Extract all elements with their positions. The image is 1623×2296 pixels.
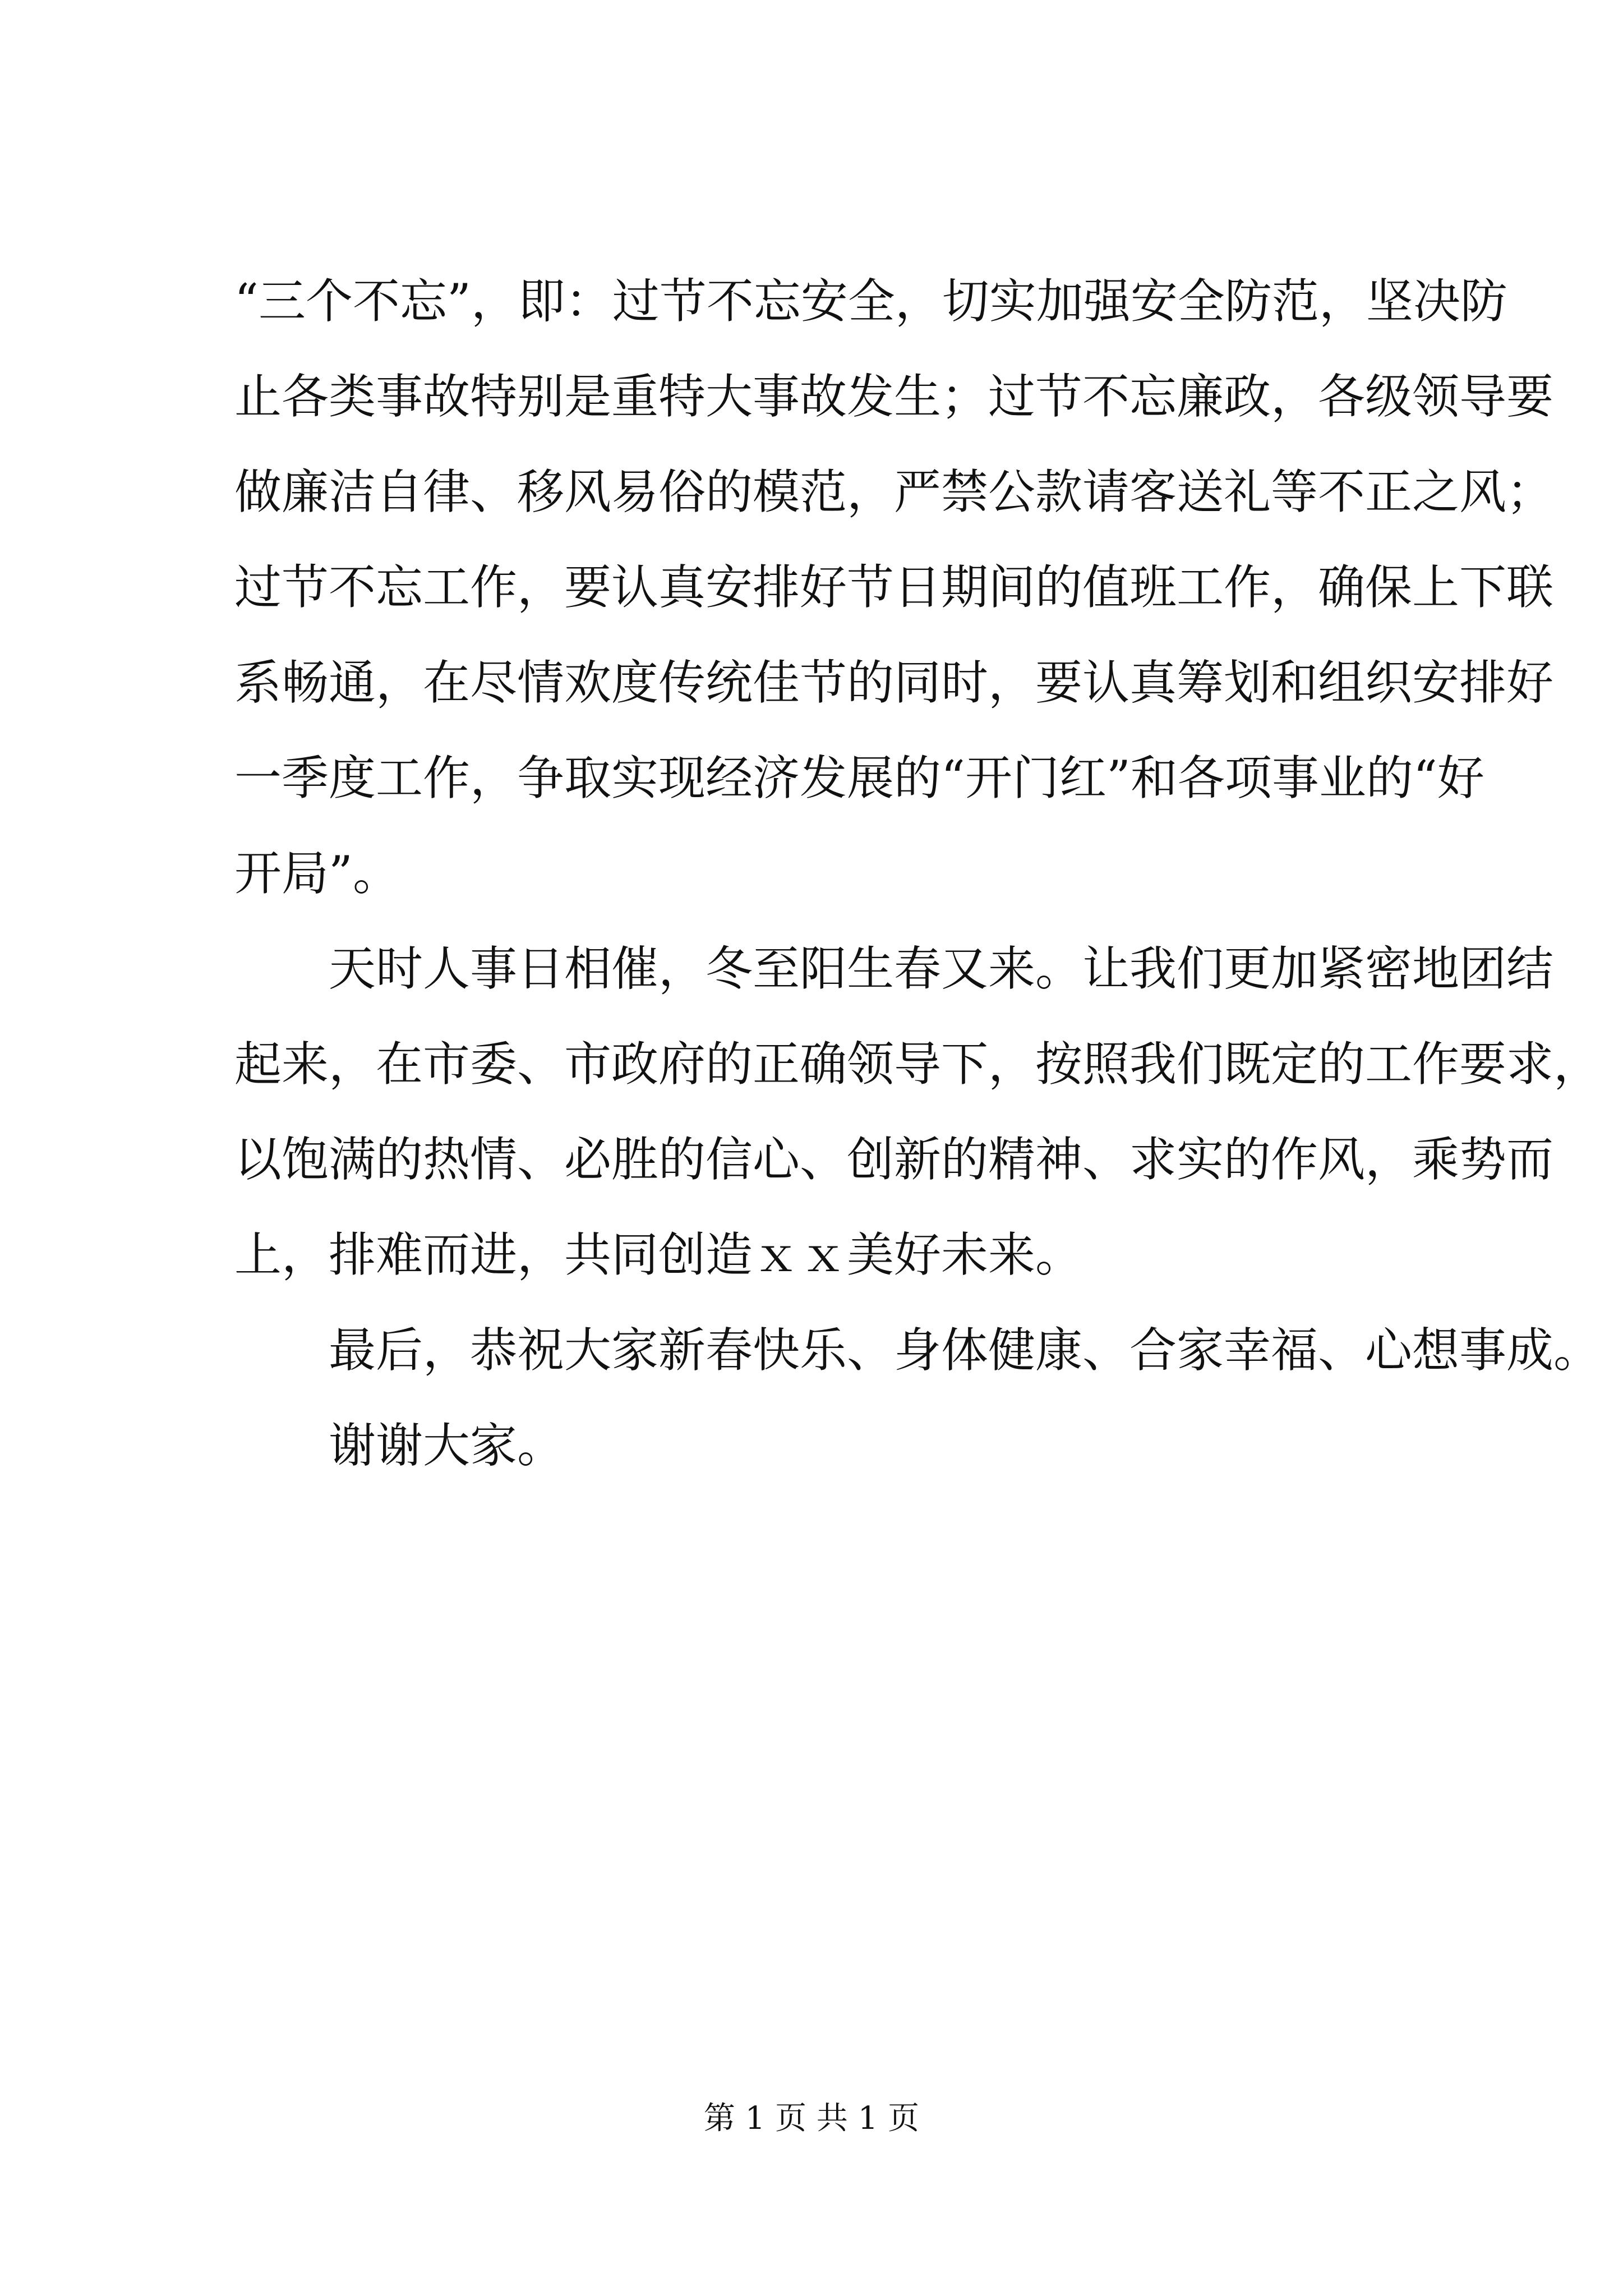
paragraph-1-line-2: 止各类事故特别是重特大事故发生；过节不忘廉政，各级领导要 [234,369,1554,424]
paragraph-1-line-5: 系畅通，在尽情欢度传统佳节的同时，要认真筹划和组织安排好 [234,655,1554,710]
paragraph-4-line-1: 谢谢大家。 [329,1418,565,1473]
paragraph-3-line-1: 最后，恭祝大家新春快乐、身体健康、合家幸福、心想事成。 [329,1323,1601,1378]
paragraph-1-line-1: “三个不忘”，即：过节不忘安全，切实加强安全防范，坚决防 [234,274,1507,329]
paragraph-2-line-4: 上，排难而进，共同创造ｘｘ美好未来。 [234,1227,1083,1282]
paragraph-2-line-1: 天时人事日相催，冬至阳生春又来。让我们更加紧密地团结 [329,941,1554,996]
document-body [234,254,1601,1493]
page-number-footer: 第 1 页 共 1 页 [703,2100,920,2137]
paragraph-2-line-2: 起来，在市委、市政府的正确领导下，按照我们既定的工作要求， [234,1037,1601,1092]
paragraph-1-line-7: 开局”。 [234,846,400,901]
paragraph-1-line-4: 过节不忘工作，要认真安排好节日期间的值班工作，确保上下联 [234,560,1554,615]
paragraph-1-line-3: 做廉洁自律、移风易俗的模范，严禁公款请客送礼等不正之风； [234,464,1554,519]
paragraph-2-line-3: 以饱满的热情、必胜的信心、创新的精神、求实的作风，乘势而 [234,1132,1554,1187]
paragraph-1-line-6: 一季度工作，争取实现经济发展的“开门红”和各项事业的“好 [234,751,1484,806]
